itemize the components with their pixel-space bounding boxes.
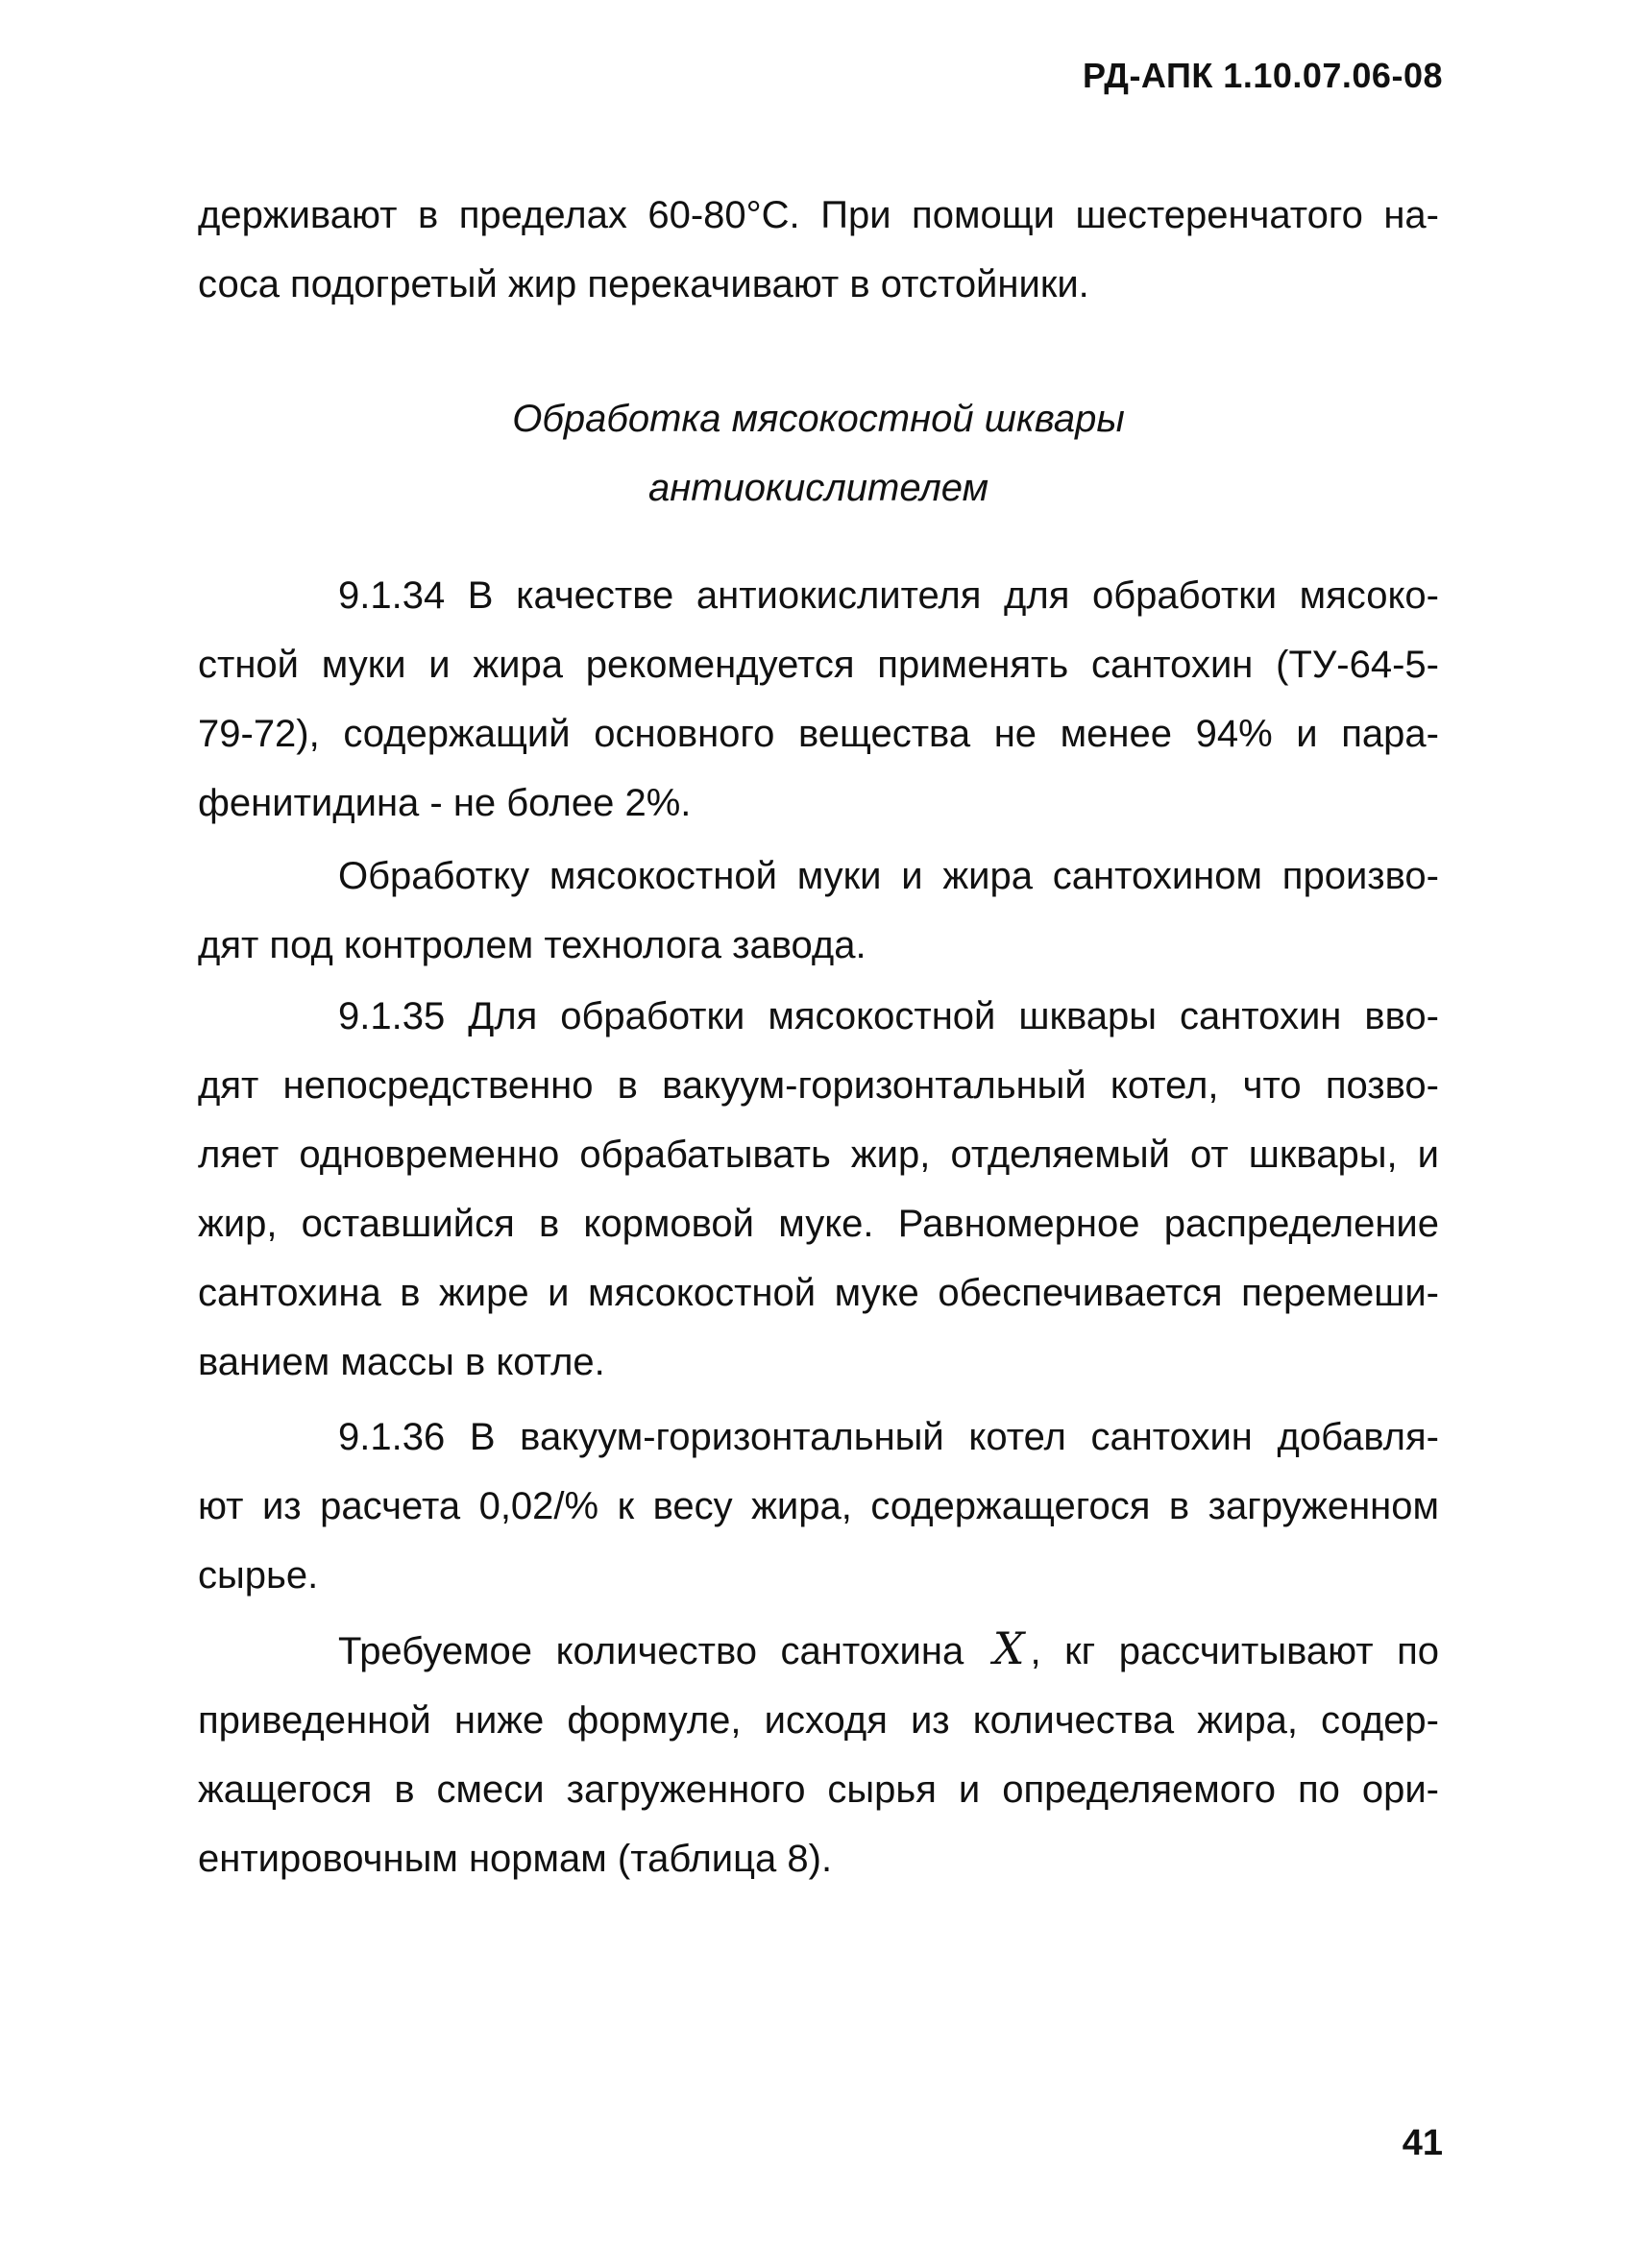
paragraph-required-amount bbox=[198, 1614, 1439, 1893]
section-heading-line: Обработка мясокостной шквары bbox=[512, 398, 1125, 440]
paragraph-treatment-control bbox=[198, 841, 1439, 980]
text-line: соса подогретый жир перекачивают в отстойники. bbox=[198, 263, 1089, 305]
text-line: ванием массы в котле. bbox=[198, 1341, 605, 1383]
text-line: ляет одновременно обрабатывать жир, отделяемый от шквары, и bbox=[198, 1134, 1439, 1176]
section-heading-line: антиокислителем bbox=[647, 467, 989, 509]
document-code: РД-АПК 1.10.07.06-08 bbox=[1083, 56, 1443, 95]
formula-variable: X bbox=[992, 1622, 1025, 1674]
text-line: сантохина в жире и мясокостной муке обеспечивается перемеши- bbox=[198, 1272, 1439, 1314]
text-line: Обработку мясокостной муки и жира сантохином произво- bbox=[338, 855, 1439, 897]
text-line: 79-72), содержащий основного вещества не менее 94% и пара- bbox=[198, 713, 1439, 755]
text-line bbox=[198, 1614, 1439, 1686]
text-fragment: , кг рассчитывают по bbox=[1030, 1630, 1439, 1672]
text-line: 9.1.35 Для обработки мясокостной шквары сантохин вво- bbox=[338, 995, 1439, 1037]
text-line: жир, оставшийся в кормовой муке. Равномерное распределение bbox=[198, 1203, 1439, 1245]
text-line: сырье. bbox=[198, 1554, 319, 1597]
text-line: стной муки и жира рекомендуется применять сантохин (ТУ-64-5- bbox=[198, 644, 1439, 686]
paragraph-9-1-35 bbox=[198, 982, 1439, 1397]
text-line: фенитидина - не более 2%. bbox=[198, 782, 692, 824]
text-line: ют из расчета 0,02/% к весу жира, содержащегося в загруженном bbox=[198, 1485, 1439, 1527]
text-line: жащегося в смеси загруженного сырья и определяемого по ори- bbox=[198, 1768, 1439, 1811]
text-fragment: Требуемое количество сантохина bbox=[338, 1630, 964, 1672]
section-heading bbox=[198, 384, 1439, 523]
text-line: 9.1.34 В качестве антиокислителя для обработки мясоко- bbox=[338, 574, 1439, 617]
paragraph-9-1-36 bbox=[198, 1402, 1439, 1610]
page-number: 41 bbox=[1402, 2123, 1443, 2163]
text-line: ентировочным нормам (таблица 8). bbox=[198, 1838, 833, 1880]
text-line: дят под контролем технолога завода. bbox=[198, 924, 866, 966]
text-line: приведенной ниже формуле, исходя из количества жира, содер- bbox=[198, 1699, 1439, 1742]
text-line: держивают в пределах 60-80°С. При помощи шестеренчатого на- bbox=[198, 194, 1439, 236]
paragraph-continuation bbox=[198, 181, 1439, 319]
paragraph-9-1-34 bbox=[198, 561, 1439, 838]
text-line: 9.1.36 В вакуум-горизонтальный котел сантохин добавля- bbox=[338, 1416, 1439, 1458]
text-line: дят непосредственно в вакуум-горизонтальный котел, что позво- bbox=[198, 1064, 1439, 1107]
